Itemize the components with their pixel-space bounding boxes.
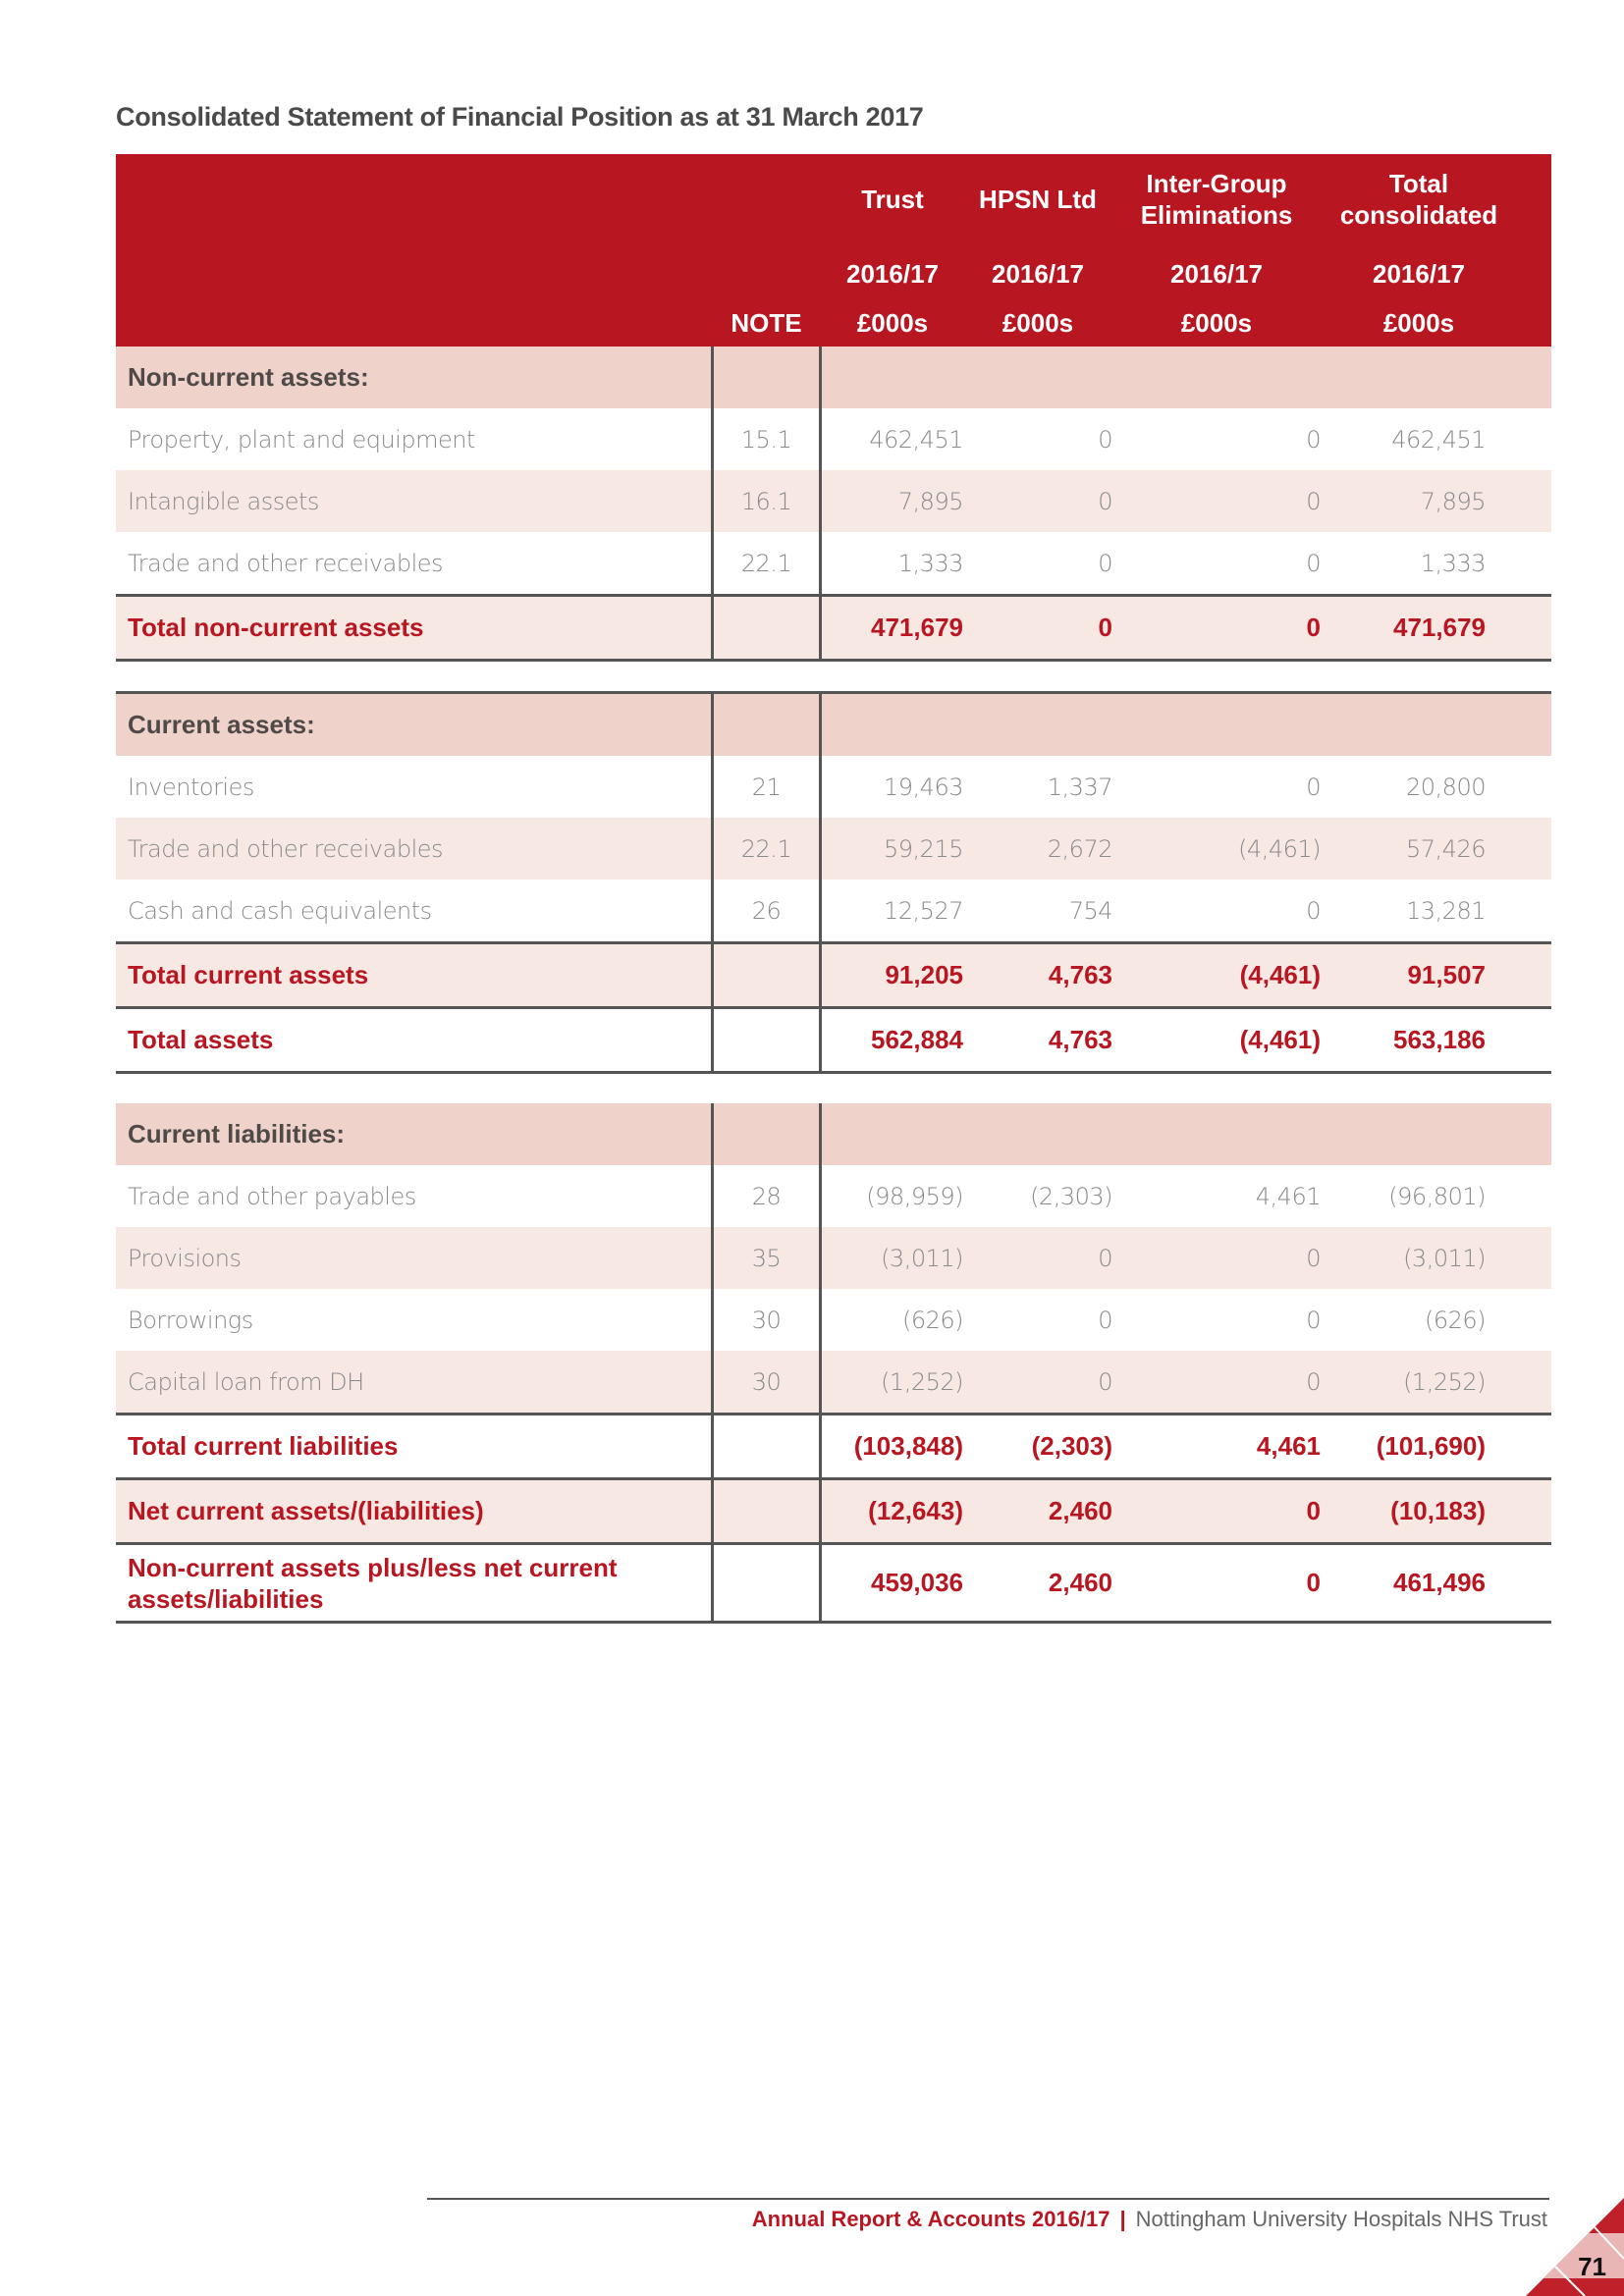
row-value: 459,036: [871, 1568, 963, 1597]
row-value: (1,252): [881, 1367, 963, 1396]
row-note: [711, 944, 822, 1006]
row-label: Non-current assets plus/less net current assets/liabilities: [128, 1552, 618, 1614]
row-value: 471,679: [1393, 613, 1486, 642]
total-row: [116, 1477, 1551, 1542]
row-label: Cash and cash equivalents: [128, 896, 432, 925]
row-value: 0: [1306, 896, 1321, 925]
footer: [752, 2207, 1547, 2232]
row-value: 7,895: [897, 487, 963, 515]
row-value: 2,672: [1047, 834, 1112, 863]
header-unit: £000s: [1180, 308, 1253, 338]
row-value: 0: [1098, 1306, 1112, 1334]
row-value: (626): [901, 1306, 963, 1334]
row-value: 1,333: [1420, 549, 1486, 577]
section-gap: [116, 662, 1551, 691]
row-value: 4,461: [1256, 1431, 1321, 1461]
row-note: 28: [711, 1165, 822, 1227]
row-value: (1,252): [1403, 1367, 1486, 1396]
section-heading: Non-current assets:: [128, 362, 369, 392]
row-value: 1,337: [1047, 773, 1112, 801]
row-value: (4,461): [1239, 1025, 1321, 1054]
page-corner-graphic: [1526, 2198, 1624, 2296]
section-heading: Current liabilities:: [128, 1119, 346, 1148]
row-value: (3,011): [881, 1244, 963, 1272]
row-value: 471,679: [871, 613, 963, 642]
row-value: 0: [1306, 487, 1321, 515]
row-value: 4,763: [1048, 1025, 1112, 1054]
row-label: Total current liabilities: [128, 1431, 399, 1461]
section-heading-row: [116, 347, 1551, 408]
header-year: 2016/17: [1373, 259, 1465, 289]
row-value: (96,801): [1388, 1182, 1486, 1210]
row-value: 4,461: [1255, 1182, 1321, 1210]
row-values-blank: [822, 347, 1551, 408]
row-label: Borrowings: [128, 1306, 253, 1334]
header-year: 2016/17: [1170, 259, 1263, 289]
row-note: 21: [711, 756, 822, 818]
row-value: 0: [1306, 1367, 1321, 1396]
table-row: [116, 532, 1551, 594]
row-note: [711, 1415, 822, 1477]
table-row: [116, 1289, 1551, 1351]
header-unit: £000s: [1382, 308, 1455, 338]
row-value: 754: [1068, 896, 1112, 925]
header-col-total: Total consolidated: [1339, 169, 1498, 230]
table-row: [116, 756, 1551, 818]
row-note: [711, 694, 822, 756]
total-row: [116, 594, 1551, 662]
row-note: 35: [711, 1227, 822, 1289]
total-row: [116, 1413, 1551, 1477]
row-note: [711, 1545, 822, 1621]
row-note: 22.1: [711, 532, 822, 594]
table-row: [116, 880, 1551, 941]
row-value: 0: [1306, 1244, 1321, 1272]
row-label: Capital loan from DH: [128, 1367, 364, 1396]
row-value: 20,800: [1406, 773, 1486, 801]
row-value: 462,451: [869, 425, 963, 454]
row-value: 12,527: [884, 896, 963, 925]
row-value: (10,183): [1390, 1496, 1486, 1525]
row-label: Trade and other receivables: [128, 549, 443, 577]
row-note: [711, 1103, 822, 1165]
row-note: 15.1: [711, 408, 822, 470]
header-note: NOTE: [731, 308, 802, 338]
page-number: 71: [1578, 2252, 1606, 2281]
row-values-blank: [822, 694, 1551, 756]
table-row: [116, 1351, 1551, 1413]
header-col-trust: Trust: [861, 185, 924, 214]
row-value: (103,848): [853, 1431, 963, 1461]
header-unit: £000s: [856, 308, 929, 338]
row-label: Total assets: [128, 1025, 274, 1054]
row-value: 4,763: [1048, 960, 1112, 989]
row-value: 562,884: [871, 1025, 963, 1054]
row-value: 0: [1306, 549, 1321, 577]
header-col-hpsn: HPSN Ltd: [979, 185, 1097, 214]
row-value: 0: [1306, 1568, 1321, 1597]
row-value: (3,011): [1403, 1244, 1486, 1272]
section-heading-row: [116, 691, 1551, 756]
row-value: (12,643): [868, 1496, 963, 1525]
row-value: 2,460: [1048, 1496, 1112, 1525]
row-value: 59,215: [884, 834, 963, 863]
row-value: 57,426: [1406, 834, 1486, 863]
row-value: 563,186: [1393, 1025, 1486, 1054]
row-value: (626): [1424, 1306, 1486, 1334]
row-note: [711, 597, 822, 659]
section-heading-row: [116, 1103, 1551, 1165]
row-value: 7,895: [1420, 487, 1486, 515]
section-gap: [116, 1074, 1551, 1103]
row-label: Intangible assets: [128, 487, 319, 515]
row-note: 22.1: [711, 818, 822, 880]
row-values-blank: [822, 1103, 1551, 1165]
row-note: 30: [711, 1351, 822, 1413]
row-note: 30: [711, 1289, 822, 1351]
header-unit: £000s: [1001, 308, 1074, 338]
row-value: (2,303): [1031, 1431, 1112, 1461]
row-value: 0: [1306, 773, 1321, 801]
row-label: Net current assets/(liabilities): [128, 1496, 484, 1525]
row-label: Trade and other receivables: [128, 834, 443, 863]
row-label: Property, plant and equipment: [128, 425, 475, 454]
footer-report-title: Annual Report & Accounts 2016/17: [751, 2207, 1110, 2231]
row-label: Inventories: [128, 773, 254, 801]
row-value: 0: [1098, 425, 1112, 454]
header-year: 2016/17: [992, 259, 1084, 289]
row-value: 19,463: [884, 773, 963, 801]
row-value: 0: [1098, 487, 1112, 515]
page-title: Consolidated Statement of Financial Position as at 31 March 2017: [116, 102, 924, 132]
row-value: 0: [1306, 613, 1321, 642]
row-label: Provisions: [128, 1244, 242, 1272]
row-value: 0: [1306, 1306, 1321, 1334]
row-value: 1,333: [897, 549, 963, 577]
section-heading: Current assets:: [128, 710, 315, 739]
row-value: 91,205: [885, 960, 963, 989]
row-note: [711, 347, 822, 408]
row-value: 13,281: [1406, 896, 1486, 925]
total-row: [116, 1542, 1551, 1624]
row-note: 26: [711, 880, 822, 941]
row-note: 16.1: [711, 470, 822, 532]
row-value: 2,460: [1048, 1568, 1112, 1597]
row-note: [711, 1480, 822, 1542]
row-value: 461,496: [1393, 1568, 1486, 1597]
table-row: [116, 1227, 1551, 1289]
row-label: Total non-current assets: [128, 613, 424, 642]
row-value: 0: [1306, 425, 1321, 454]
total-row: [116, 941, 1551, 1006]
footer-divider: [427, 2198, 1549, 2200]
table-row: [116, 470, 1551, 532]
row-value: 91,507: [1407, 960, 1486, 989]
row-note: [711, 1009, 822, 1071]
table-row: [116, 1165, 1551, 1227]
footer-separator: |: [1119, 2207, 1126, 2231]
row-value: (101,690): [1376, 1431, 1486, 1461]
row-value: 0: [1098, 1367, 1112, 1396]
row-value: (98,959): [866, 1182, 963, 1210]
row-value: 0: [1306, 1496, 1321, 1525]
row-label: Trade and other payables: [128, 1182, 416, 1210]
footer-organisation: Nottingham University Hospitals NHS Trust: [1135, 2207, 1547, 2231]
total-row: [116, 1006, 1551, 1074]
row-value: 0: [1098, 1244, 1112, 1272]
header-col-eliminations: Inter-Group Eliminations: [1140, 169, 1293, 230]
row-value: (4,461): [1239, 960, 1321, 989]
row-value: (4,461): [1238, 834, 1321, 863]
financial-position-table: [116, 154, 1551, 1624]
table-header: [116, 154, 1551, 347]
row-value: 0: [1098, 549, 1112, 577]
row-value: 462,451: [1391, 425, 1486, 454]
row-value: 0: [1098, 613, 1112, 642]
header-year: 2016/17: [846, 259, 939, 289]
table-row: [116, 818, 1551, 880]
table-row: [116, 408, 1551, 470]
row-value: (2,303): [1030, 1182, 1112, 1210]
row-label: Total current assets: [128, 960, 369, 989]
